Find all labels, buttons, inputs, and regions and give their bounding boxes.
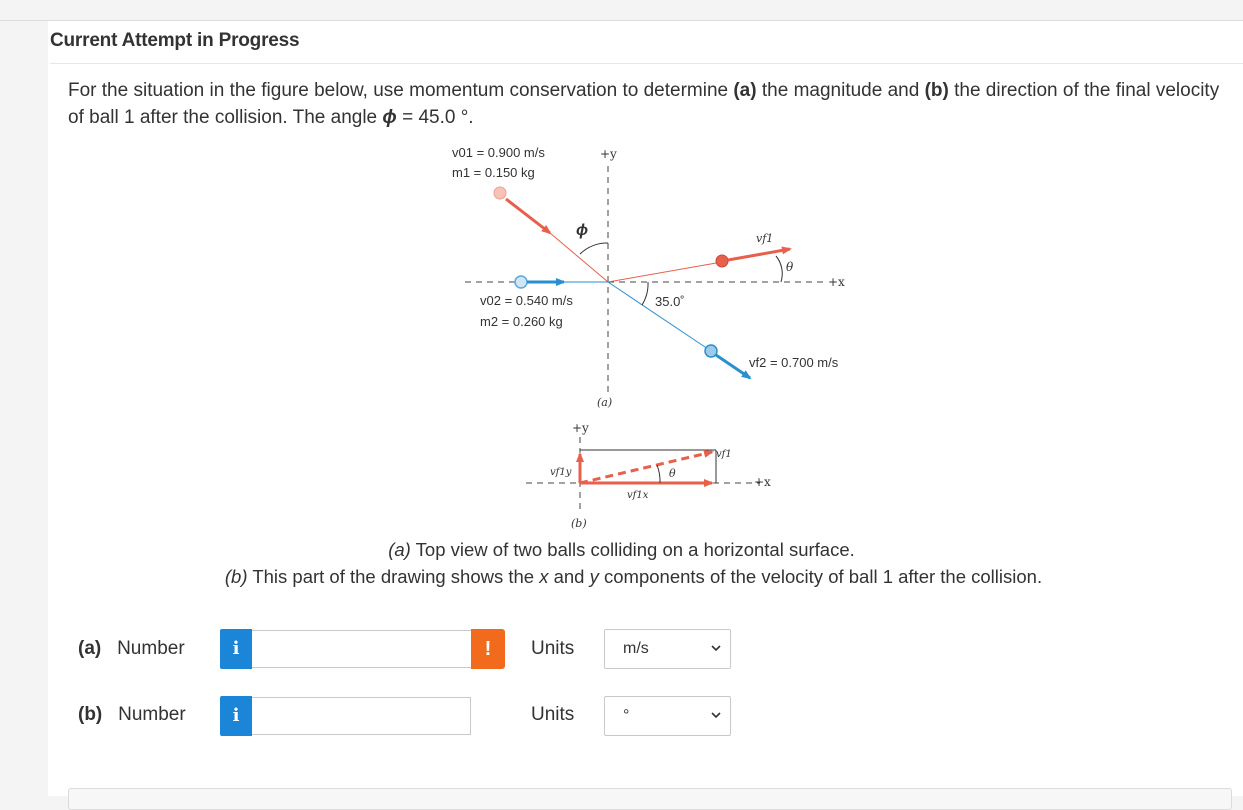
caption2-prefix: (b) xyxy=(224,566,248,587)
chevron-down-icon xyxy=(711,643,721,653)
vf2-label: vf2 = 0.700 m/s xyxy=(749,355,839,370)
vf1-label: vf1 xyxy=(756,232,774,245)
plus-y-label: +y xyxy=(600,147,617,161)
answer-b-number-label: Number xyxy=(118,704,186,725)
answer-a-units-label: Units xyxy=(531,638,575,659)
angle-35-label: 35.0˚ xyxy=(655,294,685,309)
theta-label: θ xyxy=(786,260,794,274)
angle-35-arc xyxy=(642,282,648,305)
vf1-arrow xyxy=(728,249,790,260)
question-b-label: (b) xyxy=(924,80,949,101)
caption1-prefix: (a) xyxy=(388,539,411,560)
caption2-text2: and xyxy=(548,566,590,587)
caption2-y: y xyxy=(589,566,599,587)
ball2-final xyxy=(705,345,717,357)
plus-x-b-label: +x xyxy=(754,475,771,489)
theta-arc xyxy=(776,256,782,282)
answer-b-label: (b) xyxy=(78,704,103,725)
phi-arc xyxy=(580,243,608,254)
vf2-arrow xyxy=(716,355,750,378)
info-icon[interactable]: i xyxy=(220,696,252,736)
ball1-path-in xyxy=(550,233,608,282)
answer-a-label: (a) xyxy=(78,638,102,659)
plus-x-label: +x xyxy=(828,275,845,289)
plus-y-b-label: +y xyxy=(572,421,589,435)
answer-a-number-label: Number xyxy=(117,638,185,659)
answer-a-unit-select[interactable] xyxy=(604,629,731,669)
figure-caption-line2 xyxy=(12,566,1243,588)
attempt-title: Current Attempt in Progress xyxy=(50,30,300,51)
answer-b-units-label: Units xyxy=(531,704,575,725)
m2-label: m2 = 0.260 kg xyxy=(480,314,563,329)
m1-label: m1 = 0.150 kg xyxy=(452,165,535,180)
ball2-path-out xyxy=(608,282,708,349)
top-bar xyxy=(0,0,1243,21)
ball1-initial xyxy=(494,187,506,199)
answer-b-row-label xyxy=(78,704,186,726)
caption2-x: x xyxy=(539,566,549,587)
theta-b-label: θ xyxy=(669,467,676,480)
theta-b-arc xyxy=(657,465,660,483)
figure-caption-line1 xyxy=(0,539,1243,561)
phi-label: ϕ xyxy=(576,222,589,239)
answer-b-unit-select[interactable] xyxy=(604,696,731,736)
chevron-down-icon xyxy=(711,710,721,720)
v01-arrow xyxy=(506,199,550,233)
bottom-panel xyxy=(68,788,1232,810)
ball2-initial xyxy=(515,276,527,288)
left-gutter xyxy=(0,21,48,796)
ball1-path-out xyxy=(608,262,722,282)
question-part1: For the situation in the figure below, use momentum conservation to determine xyxy=(68,80,734,101)
answer-a-unit-value: m/s xyxy=(623,640,649,657)
ball1-final xyxy=(716,255,728,267)
part-a-label: (a) xyxy=(597,396,613,409)
part-b-label: (b) xyxy=(571,517,587,530)
divider xyxy=(50,63,1243,64)
info-icon[interactable]: i xyxy=(220,629,252,669)
answer-a-row-label xyxy=(78,638,185,660)
v01-label: v01 = 0.900 m/s xyxy=(452,145,545,160)
caption1-text: Top view of two balls colliding on a horizontal surface. xyxy=(410,539,855,560)
vf1x-label: vf1x xyxy=(627,490,649,501)
question-text xyxy=(68,77,1228,131)
answer-b-input[interactable] xyxy=(252,697,471,735)
caption2-text3: components of the velocity of ball 1 after the collision. xyxy=(598,566,1043,587)
caption2-text1: This part of the drawing shows the xyxy=(247,566,540,587)
angle-value: = 45.0 °. xyxy=(396,107,474,128)
vf1y-label: vf1y xyxy=(550,467,572,478)
v02-label: v02 = 0.540 m/s xyxy=(480,293,573,308)
vf1-b-label: vf1 xyxy=(716,449,732,460)
vf1-dashed-arrow xyxy=(580,452,712,483)
answer-a-input[interactable] xyxy=(252,630,472,668)
question-part2: the magnitude and xyxy=(756,80,925,101)
collision-figure xyxy=(440,140,870,535)
phi-symbol: ϕ xyxy=(382,107,397,128)
question-part3: the direction of the final velocity of ball 1 after the collision. The angle xyxy=(68,80,1220,128)
answer-b-unit-value: ° xyxy=(623,707,630,724)
warning-icon[interactable]: ! xyxy=(471,629,505,669)
question-a-label: (a) xyxy=(733,80,757,101)
